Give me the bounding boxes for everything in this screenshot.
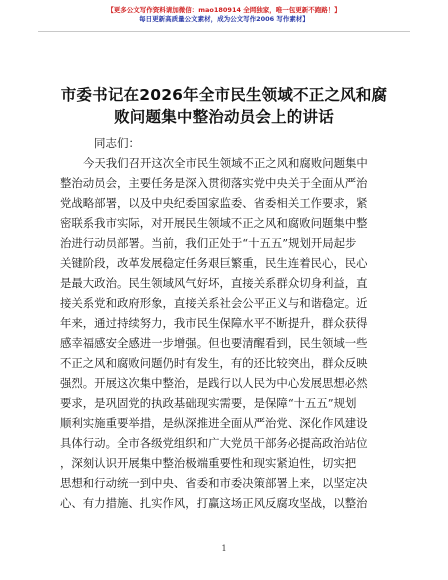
body-line: ，深刻认识开展集中整治极端重要性和现实紧迫性，切实把	[60, 456, 357, 470]
body-line: 不正之风和腐败问题仍时有发生，有的还比较突出，群众反映	[60, 356, 368, 370]
body-line: 强烈。开展这次集中整治，是践行以人民为中心发展思想必然	[60, 376, 368, 390]
body-line: 关键阶段，改革发展稳定任务艰巨繁重，民生连着民心，民心	[60, 256, 368, 270]
document-title-line-2: 败问题集中整治动员会上的讲话	[114, 108, 334, 126]
promo-header-line-1: 【更多公文写作资料请加微信：mao180914 全网独家，唯一包更新不跑路！】	[107, 6, 341, 14]
body-line: 心、有力措施、扎实作风，打赢这场正风反腐攻坚战，以整治	[60, 496, 368, 510]
body-line: 年来，通过持续努力，我市民生保障水平不断提升，群众获得	[60, 316, 368, 330]
body-line: 是最大政治。民生领域风气好坏，直接关系群众切身利益，直	[60, 276, 368, 290]
body-line: 党战略部署，以及中央纪委国家监委、省委相关工作要求，紧	[60, 196, 368, 210]
body-line: 密联系我市实际，对开展民生领域不正之风和腐败问题集中整	[60, 216, 368, 230]
body-line: 治进行动员部署。当前，我们正处于“十五五”规划开局起步	[60, 236, 357, 250]
document-body	[60, 153, 392, 513]
document-title	[40, 84, 408, 128]
salutation: 同志们：	[94, 136, 140, 150]
document-title-line-1: 市委书记在2026年全市民生领域不正之风和腐	[60, 86, 388, 104]
body-line: 今天我们召开这次全市民生领域不正之风和腐败问题集中	[83, 156, 368, 170]
body-line: 思想和行动统一到中央、省委和市委决策部署上来，以坚定决	[60, 476, 368, 490]
promo-header	[0, 6, 448, 24]
body-line: 整治动员会，主要任务是深入贯彻落实党中央关于全面从严治	[60, 176, 368, 190]
body-line: 接关系党和政府形象，直接关系社会公平正义与和谐稳定。近	[60, 296, 368, 310]
body-line: 顺利实施重要举措，是纵深推进全面从严治党、深化作风建设	[60, 416, 368, 430]
page-number: 1	[221, 544, 227, 553]
body-line: 要求，是巩固党的执政基础现实需要，是保障“十五五”规划	[60, 396, 357, 410]
header-divider	[38, 31, 410, 32]
body-line: 感幸福感安全感进一步增强。但也要清醒看到，民生领域一些	[60, 336, 368, 350]
body-line: 具体行动。全市各级党组织和广大党员干部务必提高政治站位	[60, 436, 368, 450]
promo-header-line-2: 每日更新高质量公文素材，成为公文写作2006 写作素材】	[139, 15, 309, 23]
